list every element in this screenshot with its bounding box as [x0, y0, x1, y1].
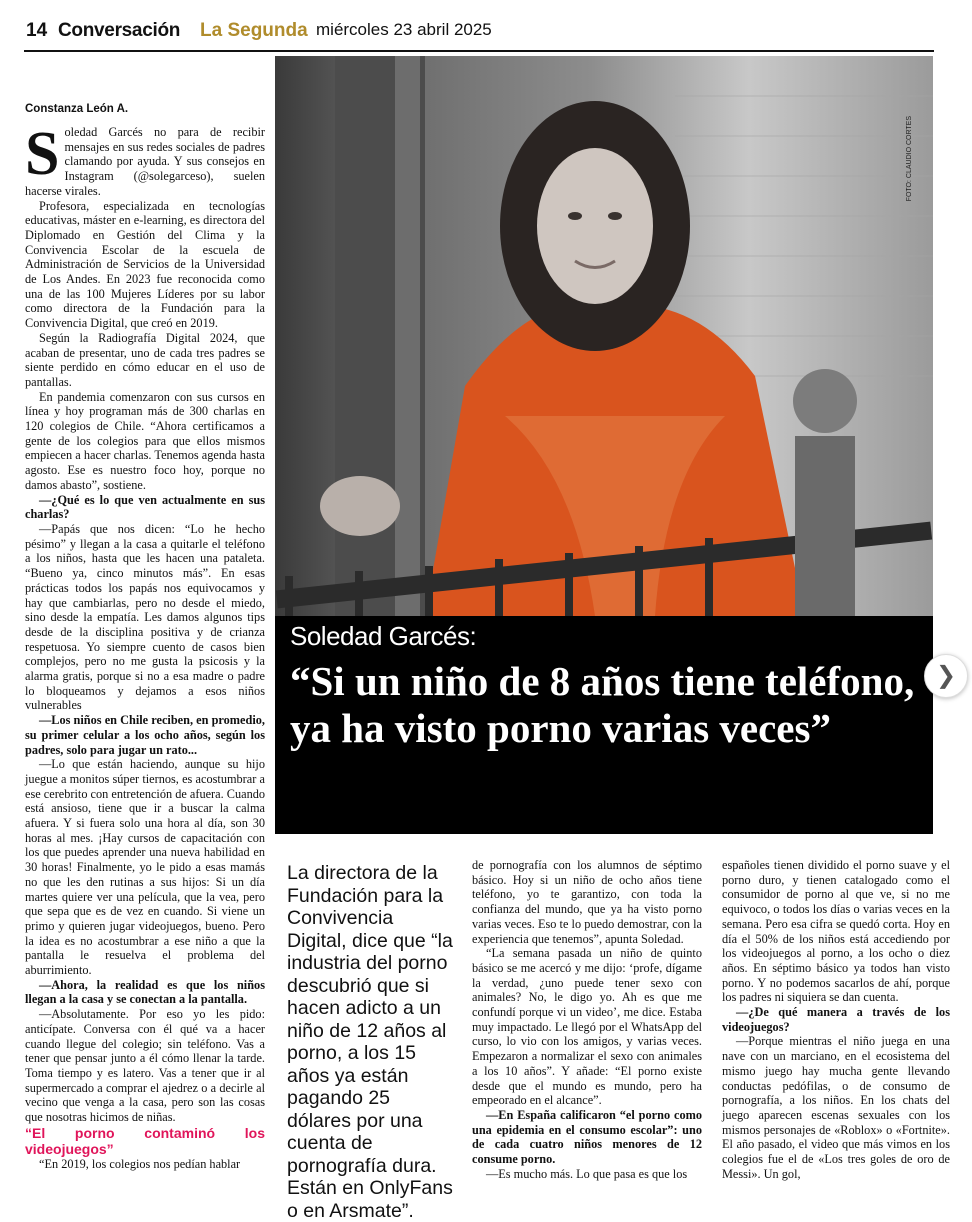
- page-number: 14: [26, 20, 48, 41]
- paragraph: de pornografía con los alumnos de séptimo básico. Hoy si un niño de ocho años tiene teléfono, yo te garantizo, con toda la confianza del mundo, que ya ha visto porno varias veces. Eso te lo puedo demostrar, con la experiencia que tenemos”, apunta Soledad.: [472, 858, 702, 946]
- paragraph: “La semana pasada un niño de quinto básico se me acercó y me dijo: ‘profe, dígame la verdad, ¿uno puede tener sexo con animales? No, le digo yo. Ah es que me confundí porque vi un video’, me dice. Estaba muy impactado. Le llegó por el WhatsApp del curso, lo vio con los amigos, y varias veces. Empezaron a normalizar el sexo con animales a los 10 años”. Y añade: “El porno existe desde que el mundo es mundo, pero ha empeorado en el alcance”.: [472, 946, 702, 1108]
- interview-question: —Ahora, la realidad es que los niños llegan a la casa y se conectan a la pantalla.: [25, 977, 265, 1007]
- photo-credit: FOTO: CLAUDIO CORTES: [906, 116, 913, 202]
- portrait-photo: [275, 56, 933, 834]
- headline-quote: “Si un niño de 8 años tiene teléfono, ya ha visto porno varias veces”: [290, 658, 915, 751]
- paragraph: —Porque mientras el niño juega en una nave con un marciano, en el ecosistema del mismo juego hay mucha gente llevando conductas pedófilas, o de consumo de pornografía, a los niños. En los chats del juego aparecen escenas sexuales con los mismos personajes de «Roblox» o «Fortnite». El año pasado, el video que más vimos en los colegios fue el de «Los tres goles de oro de Messi». Un gol,: [722, 1034, 950, 1181]
- article-column-4: [722, 858, 950, 1181]
- newspaper-name: La Segunda: [200, 20, 308, 41]
- interview-question: —¿De qué manera a través de los videojuegos?: [722, 1005, 950, 1034]
- interview-question: —¿Qué es lo que ven actualmente en sus charlas?: [25, 492, 265, 522]
- drop-cap: S: [25, 120, 60, 188]
- paragraph: —Papás que nos dicen: “Lo he hecho pésimo” y llegan a la casa a quitarle el teléfono a los niños, hasta que les hacen una pataleta. “Bueno ya, cinco minutos más”. En esas prácticas todos los papás nos equivocamos y hay que cambiarlas, pero no desde el miedo, sino desde la empatía. Les damos algunos tips desde de la disciplina positiva y de crianza respetuosa. Yo siempre cuento de casos bien complejos, pero no me gusta la psicosis y la alarma gratis, porque si no a esa madre o padre lo bloqueamos y dejamos a esos niños vulnerables: [25, 521, 265, 713]
- article-column-3: [472, 858, 702, 1181]
- paragraph: “En 2019, los colegios nos pedían hablar: [39, 1156, 241, 1171]
- interview-question: —Los niños en Chile reciben, en promedio, su primer celular a los ocho años, según los padres, solo para jugar un rato...: [25, 713, 265, 757]
- paragraph: Profesora, especializada en tecnologías educativas, máster en e-learning, es directora del Diplomado en Gestión del Clima y la Convivencia Escolar de la escuela de Administración de Servicios de la Universidad de Los Andes. En 2023 fue reconocida como una de las 100 Mujeres Líderes por su labor como directora de la Fundación para la Convivencia Digital, que creó en 2019.: [25, 198, 265, 331]
- interview-question: —En España calificaron “el porno como una epidemia en el consumo escolar”: uno de cada cuatro niños menores de 12 consume porno.: [472, 1107, 702, 1167]
- lead-paragraph: Soledad Garcés no para de recibir mensajes en sus redes sociales de padres clamando por ayuda. Y sus consejos en Instagram (@solegarceso), suelen hacerse virales.: [25, 120, 265, 198]
- issue-date: miércoles 23 abril 2025: [316, 20, 492, 39]
- page-header: [0, 0, 972, 56]
- headline-name: Soledad Garcés:: [290, 621, 477, 651]
- chevron-right-icon: ❯: [935, 661, 957, 689]
- paragraph: españoles tienen dividido el porno suave y el porno duro, y tienen catalogado como el consumidor de porno al que ve, si no me equivoco, o todos los días o varias veces en la semana. Pero esa cifra se quedó corta. Hoy en día el 50% de los niños está accediendo por los videojuegos al porno, a los ocho o diez años. En séptimo básico ya todos han visto porno. Y no podemos sacarlos de ahí, porque los padres ni siquiera se dan cuenta.: [722, 858, 950, 1005]
- next-page-button[interactable]: [924, 654, 968, 698]
- subheading: “El porno contaminó los videojuegos”: [25, 1124, 265, 1157]
- paragraph: —Lo que están haciendo, aunque su hijo juegue a monitos súper tiernos, es acostumbrar a ese cerebrito con entretención de afuera. Cuando está ansioso, tiene que ir a buscar la calma afuera. Y si fuera solo una hora al día, son 30 horas al mes. ¡Hay cursos de capacitación con los que puedes aprender una nueva habilidad en 30 horas! Finalmente, yo le pido a esas mamás no que les den rutinas a sus hijos: Si un día martes quiere ver una película, que la vea, pero que sepa que es de vez en cuando. Si viene un primo y quieren jugar videojuegos, bueno. Pero la idea es no acostumbrar a ese niño a que la pantalla le resuelva el problema del aburrimiento.: [25, 757, 266, 978]
- article-column-1: [25, 120, 266, 1172]
- paragraph: —Absolutamente. Por eso yo les pido: anticípate. Conversa con él qué va a hacer cuando llegue del colegio; sin teléfono. Vas a tener que pensar junto a él cómo llenar la tarde. Toma tiempo y es latero. Vas a tener que ir al supermercado a comprar el ajedrez o a decirle al vecino que venga a la casa, pero son las cosas que nosotras hicimos de niñas.: [25, 1007, 265, 1125]
- pull-quote: La directora de la Fundación para la Convivencia Digital, dice que “la industria del porno descubrió que si hacen adicto a un niño de 12 años al porno, a los 15 años ya están pagando 25 dólares por una cuenta de pornografía dura. Están en OnlyFans o en Arsmate”.: [287, 862, 453, 1222]
- paragraph: —Es mucho más. Lo que pasa es que los: [486, 1166, 688, 1181]
- header-rule: [24, 50, 934, 52]
- section-name: Conversación: [58, 20, 181, 41]
- byline: Constanza León A.: [25, 103, 129, 115]
- paragraph: En pandemia comenzaron con sus cursos en línea y hoy programan más de 300 charlas en 120 colegios de Chile. “Ahora certificamos a gente de los colegios para que ellos mismos empiecen a hacer charlas. Tenemos agenda hasta agosto. Ese es nuestro foco hoy, porque no damos abasto”, sostiene.: [25, 389, 265, 492]
- paragraph: Según la Radiografía Digital 2024, que acaban de presentar, uno de cada tres padres se siente perdido en cómo educar en el uso de pantallas.: [25, 330, 265, 389]
